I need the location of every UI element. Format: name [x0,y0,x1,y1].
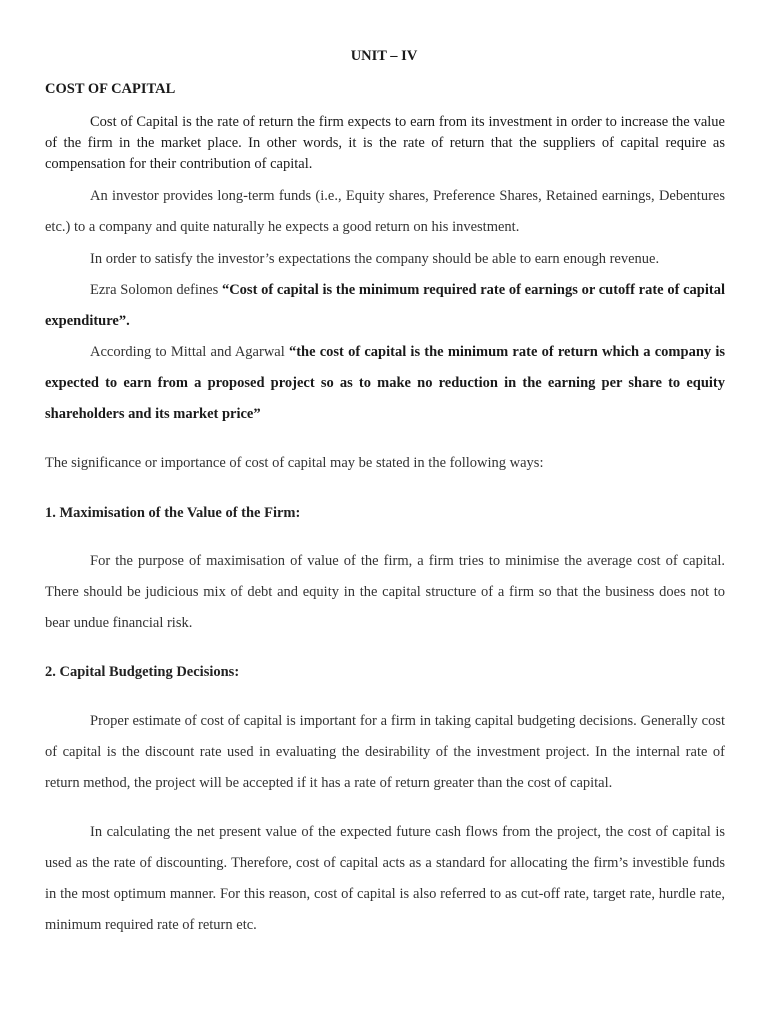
heading-maximisation: 1. Maximisation of the Value of the Firm: [45,505,301,521]
section-title: COST OF CAPITAL [45,81,176,97]
heading-capital-budgeting: 2. Capital Budgeting Decisions: [45,664,240,680]
solomon-quote: “Cost of capital is the minimum required rate of earnings or cutoff rate of capital expenditure”. [45,282,725,329]
paragraph-satisfy: In order to satisfy the investor’s expectations the company should be able to earn enough revenue. [90,251,660,267]
paragraph-capital-budgeting: Proper estimate of cost of capital is important for a firm in taking capital budgeting decisions. Generally cost of capital is the discount rate used in evaluating the desirability of the investment project. In the internal rate of return method, the project will be accepted if it has a rate of return greater than the cost of capital. [45,713,725,791]
paragraph-significance: The significance or importance of cost of capital may be stated in the following ways: [45,455,544,471]
paragraph-solomon-definition [45,275,725,337]
paragraph-investor: An investor provides long-term funds (i.e., Equity shares, Preference Shares, Retained earnings, Debentures etc.) to a company and quite naturally he expects a good return on his investment. [45,188,725,235]
paragraph-maximisation: For the purpose of maximisation of value of the firm, a firm tries to minimise the average cost of capital. There should be judicious mix of debt and equity in the capital structure of a firm so that the business does not to bear undue financial risk. [45,553,725,631]
paragraph-definition: Cost of Capital is the rate of return the firm expects to earn from its investment in order to increase the value of the firm in the market place. In other words, it is the rate of return that the suppliers of capital require as compensation for their contribution of capital. [45,114,725,172]
paragraph-mittal-definition [45,337,725,430]
solomon-lead: Ezra Solomon defines [90,282,222,298]
unit-title: UNIT – IV [350,48,418,64]
paragraph-net-present-value: In calculating the net present value of the expected future cash flows from the project, the cost of capital is used as the rate of discounting. Therefore, cost of capital acts as a standard for allocating the firm’s investible funds in the most optimum manner. For this reason, cost of capital is also referred to as cut-off rate, target rate, hurdle rate, minimum required rate of return etc. [45,824,725,933]
mittal-quote: “the cost of capital is the minimum rate of return which a company is expected to earn from a proposed project so as to make no reduction in the earning per share to equity shareholders and its market price” [45,344,726,422]
mittal-lead: According to Mittal and Agarwal [90,344,289,360]
